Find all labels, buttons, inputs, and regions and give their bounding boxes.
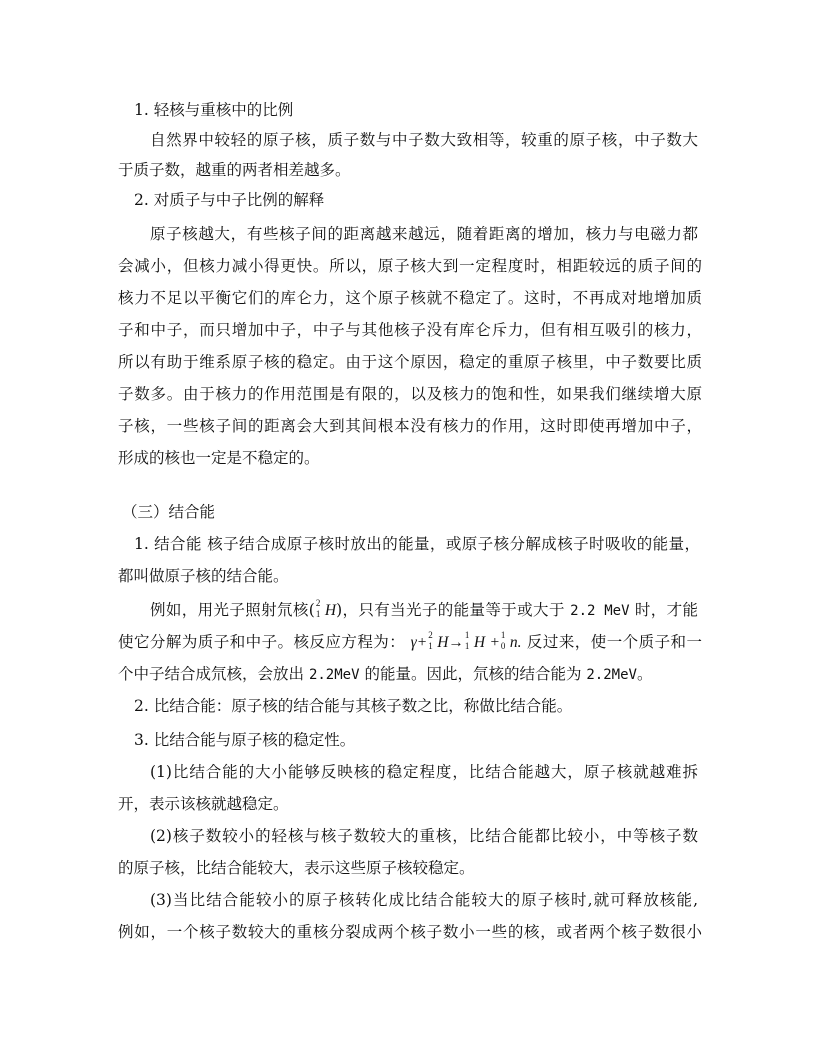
example-text: 时，才能 bbox=[629, 601, 698, 619]
energy-value: 2.2MeV bbox=[308, 667, 360, 683]
section-heading-binding-energy: （三）结合能 bbox=[122, 503, 216, 521]
example-text: 例如，用光子照射氘核( bbox=[150, 601, 315, 619]
example-line-1 bbox=[150, 600, 698, 621]
nuclear-reaction-equation: γ+ 2 1 H→ 1 1 H + 1 0 n. bbox=[410, 630, 522, 651]
paragraph-line: (1)比结合能的大小能够反映核的稳定程度，比结合能越大，原子核就越难拆 bbox=[150, 763, 698, 781]
paragraph-line: 子和中子，而只增加中子，中子与其他核子没有库仑斥力，但有相互吸引的核力， bbox=[118, 321, 702, 339]
paragraph-line: 于质子数，越重的两者相差越多。 bbox=[118, 161, 351, 179]
paragraph-line: 所以有助于维系原子核的稳定。由于这个原因，稳定的重原子核里，中子数要比质 bbox=[118, 353, 702, 371]
example-text: 反过来，使一个质子和一 bbox=[526, 633, 702, 651]
example-text: 个中子结合成氘核，会放出 bbox=[118, 665, 309, 683]
example-text: 使它分解为质子和中子。核反应方程为： bbox=[118, 633, 406, 651]
example-text: 。 bbox=[636, 665, 653, 683]
paragraph-line: 的原子核，比结合能较大，表示这些原子核较稳定。 bbox=[118, 859, 475, 877]
example-text: )，只有当光子的能量等于或大于 bbox=[336, 601, 571, 619]
paragraph-line: (2)核子数较小的轻核与核子数较大的重核，比结合能都比较小，中等核子数 bbox=[150, 827, 698, 845]
section-heading-stability: 3. 比结合能与原子核的稳定性。 bbox=[134, 731, 356, 749]
section-heading-light-heavy-ratio: 1. 轻核与重核中的比例 bbox=[134, 101, 294, 119]
deuteron-formula: 2 1 H bbox=[315, 598, 337, 619]
paragraph-line: 子核，一些核子间的距离会大到其间根本没有核力的作用，这时即使再增加中子， bbox=[118, 417, 702, 435]
section-heading-ratio-explanation: 2. 对质子与中子比例的解释 bbox=[134, 191, 325, 209]
example-line-3 bbox=[118, 664, 702, 685]
deuteron-numbers: 2 1 bbox=[315, 598, 321, 619]
paragraph-line: 例如，一个核子数较大的重核分裂成两个核子数小一些的核，或者两个核子数很小 bbox=[118, 923, 702, 941]
paragraph-line: (3)当比结合能较小的原子核转化成比结合能较大的原子核时,就可释放核能, bbox=[150, 891, 698, 909]
paragraph-line: 原子核越大，有些核子间的距离越来越远，随着距离的增加，核力与电磁力都 bbox=[150, 225, 698, 243]
paragraph-line: 形成的核也一定是不稳定的。 bbox=[118, 449, 320, 467]
paragraph-line: 子数多。由于核力的作用范围是有限的，以及核力的饱和性，如果我们继续增大原 bbox=[118, 385, 702, 403]
paragraph-line: 1. 结合能 核子结合成原子核时放出的能量，或原子核分解成核子时吸收的能量， bbox=[134, 535, 700, 553]
paragraph-line: 会减小，但核力减小得更快。所以，原子核大到一定程度时，相距较远的质子间的 bbox=[118, 257, 702, 275]
paragraph-line: 开，表示该核就越稳定。 bbox=[118, 795, 289, 813]
specific-binding-energy-definition: 2. 比结合能：原子核的结合能与其核子数之比，称做比结合能。 bbox=[134, 697, 573, 715]
example-line-2 bbox=[118, 632, 702, 653]
paragraph-line: 都叫做原子核的结合能。 bbox=[118, 567, 289, 585]
paragraph-line: 自然界中较轻的原子核，质子数与中子数大致相等，较重的原子核，中子数大 bbox=[150, 131, 698, 149]
paragraph-line: 核力不足以平衡它们的库仑力，这个原子核就不稳定了。这时，不再成对地增加质 bbox=[118, 289, 702, 307]
energy-value: 2.2MeV bbox=[586, 667, 637, 683]
example-text: 的能量。因此，氘核的结合能为 bbox=[359, 665, 587, 683]
energy-value: 2.2 MeV bbox=[570, 603, 630, 619]
